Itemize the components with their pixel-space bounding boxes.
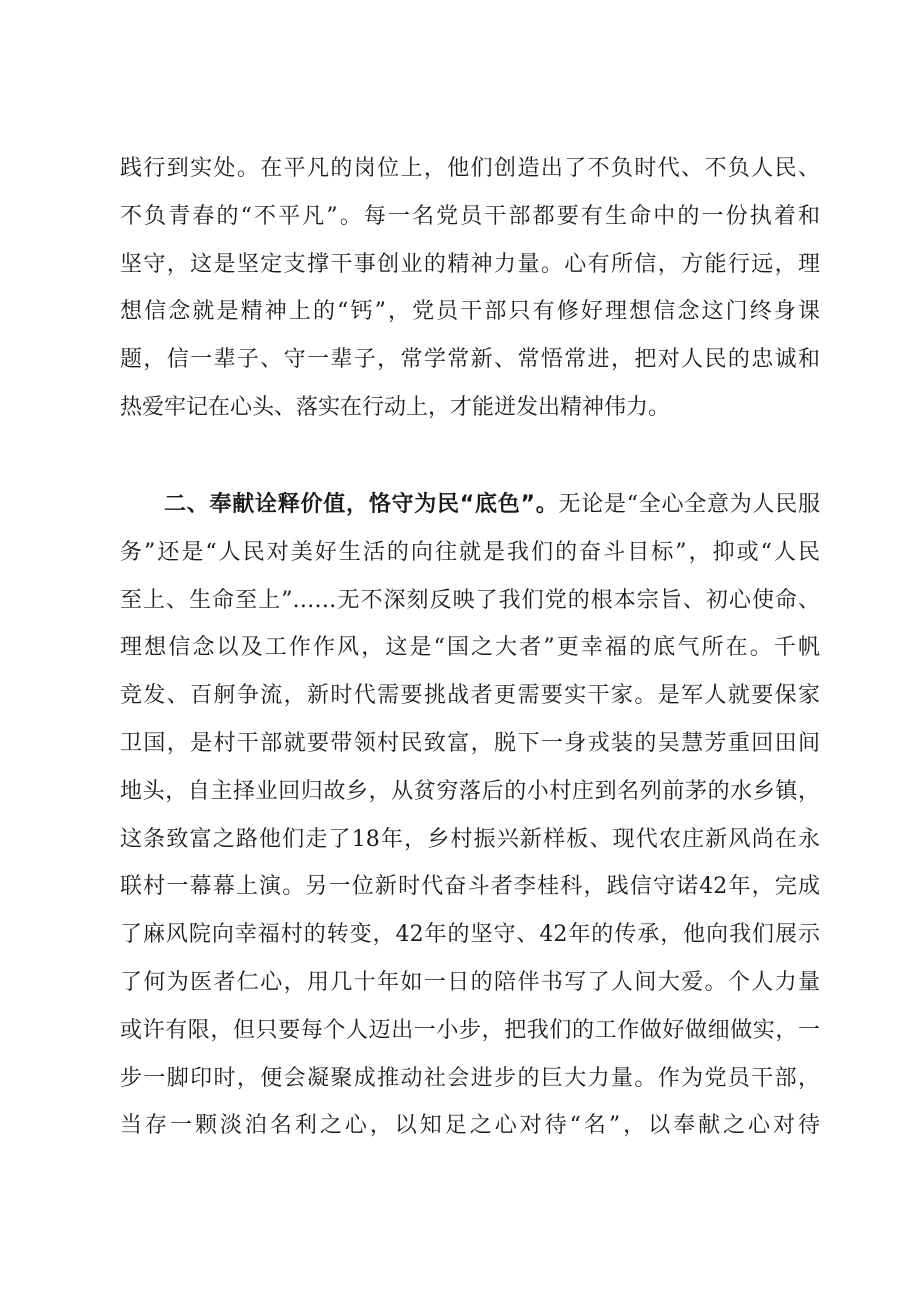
section-heading: 二、奉献诠释价值，恪守为民“底色”。 bbox=[164, 492, 559, 517]
paragraph-1-line: 想信念就是精神上的“钙”，党员干部只有修好理想信念这门终身课 bbox=[120, 299, 820, 325]
paragraph-2-line: 了麻风院向幸福村的转变，42年的坚守、42年的传承，他向我们展示 bbox=[120, 922, 820, 948]
paragraph-2-line: 竞发、百舸争流，新时代需要挑战者更需要实干家。是军人就要保家 bbox=[120, 683, 820, 709]
paragraph-2-line: 务”还是“人民对美好生活的向往就是我们的奋斗目标”，抑或“人民 bbox=[120, 539, 820, 565]
paragraph-2-line: 理想信念以及工作作风，这是“国之大者”更幸福的底气所在。千帆 bbox=[120, 635, 820, 661]
paragraph-1-line: 坚守，这是坚定支撑干事创业的精神力量。心有所信，方能行远，理 bbox=[120, 251, 820, 277]
body-paragraph-1 bbox=[120, 145, 820, 432]
paragraph-2-line: 这条致富之路他们走了18年，乡村振兴新样板、现代农庄新风尚在永 bbox=[120, 826, 820, 852]
paragraph-2-line: 或许有限，但只要每个人迈出一小步，把我们的工作做好做细做实，一 bbox=[120, 1017, 820, 1043]
paragraph-2-line: 地头，自主择业回归故乡，从贫穷落后的小村庄到名列前茅的水乡镇， bbox=[120, 778, 820, 804]
paragraph-2-line: 至上、生命至上”……无不深刻反映了我们党的根本宗旨、初心使命、 bbox=[120, 587, 820, 613]
paragraph-2-line: 步一脚印时，便会凝聚成推动社会进步的巨大力量。作为党员干部， bbox=[120, 1065, 820, 1091]
paragraph-1-line: 践行到实处。在平凡的岗位上，他们创造出了不负时代、不负人民、 bbox=[120, 156, 820, 181]
paragraph-2-first-line-text: 无论是“全心全意为人民服 bbox=[558, 492, 820, 517]
paragraph-1-line: 热爱牢记在心头、落实在行动上，才能迸发出精神伟力。 bbox=[120, 394, 671, 420]
paragraph-2-line: 卫国，是村干部就要带领村民致富，脱下一身戎装的吴慧芳重回田间 bbox=[120, 730, 820, 756]
paragraph-2-first-line bbox=[120, 481, 820, 529]
paragraph-2-line: 联村一幕幕上演。另一位新时代奋斗者李桂科，践信守诺42年，完成 bbox=[120, 874, 820, 900]
paragraph-1-line: 不负青春的“不平凡”。每一名党员干部都要有生命中的一份执着和 bbox=[120, 203, 820, 229]
paragraph-1-line: 题，信一辈子、守一辈子，常学常新、常悟常进，把对人民的忠诚和 bbox=[120, 347, 820, 373]
paragraph-2-line: 当存一颗淡泊名利之心，以知足之心对待“名”，以奉献之心对待 bbox=[120, 1113, 820, 1139]
paragraph-2-line: 了何为医者仁心，用几十年如一日的陪伴书写了人间大爱。个人力量 bbox=[120, 969, 820, 995]
body-paragraph-2 bbox=[120, 481, 820, 1150]
